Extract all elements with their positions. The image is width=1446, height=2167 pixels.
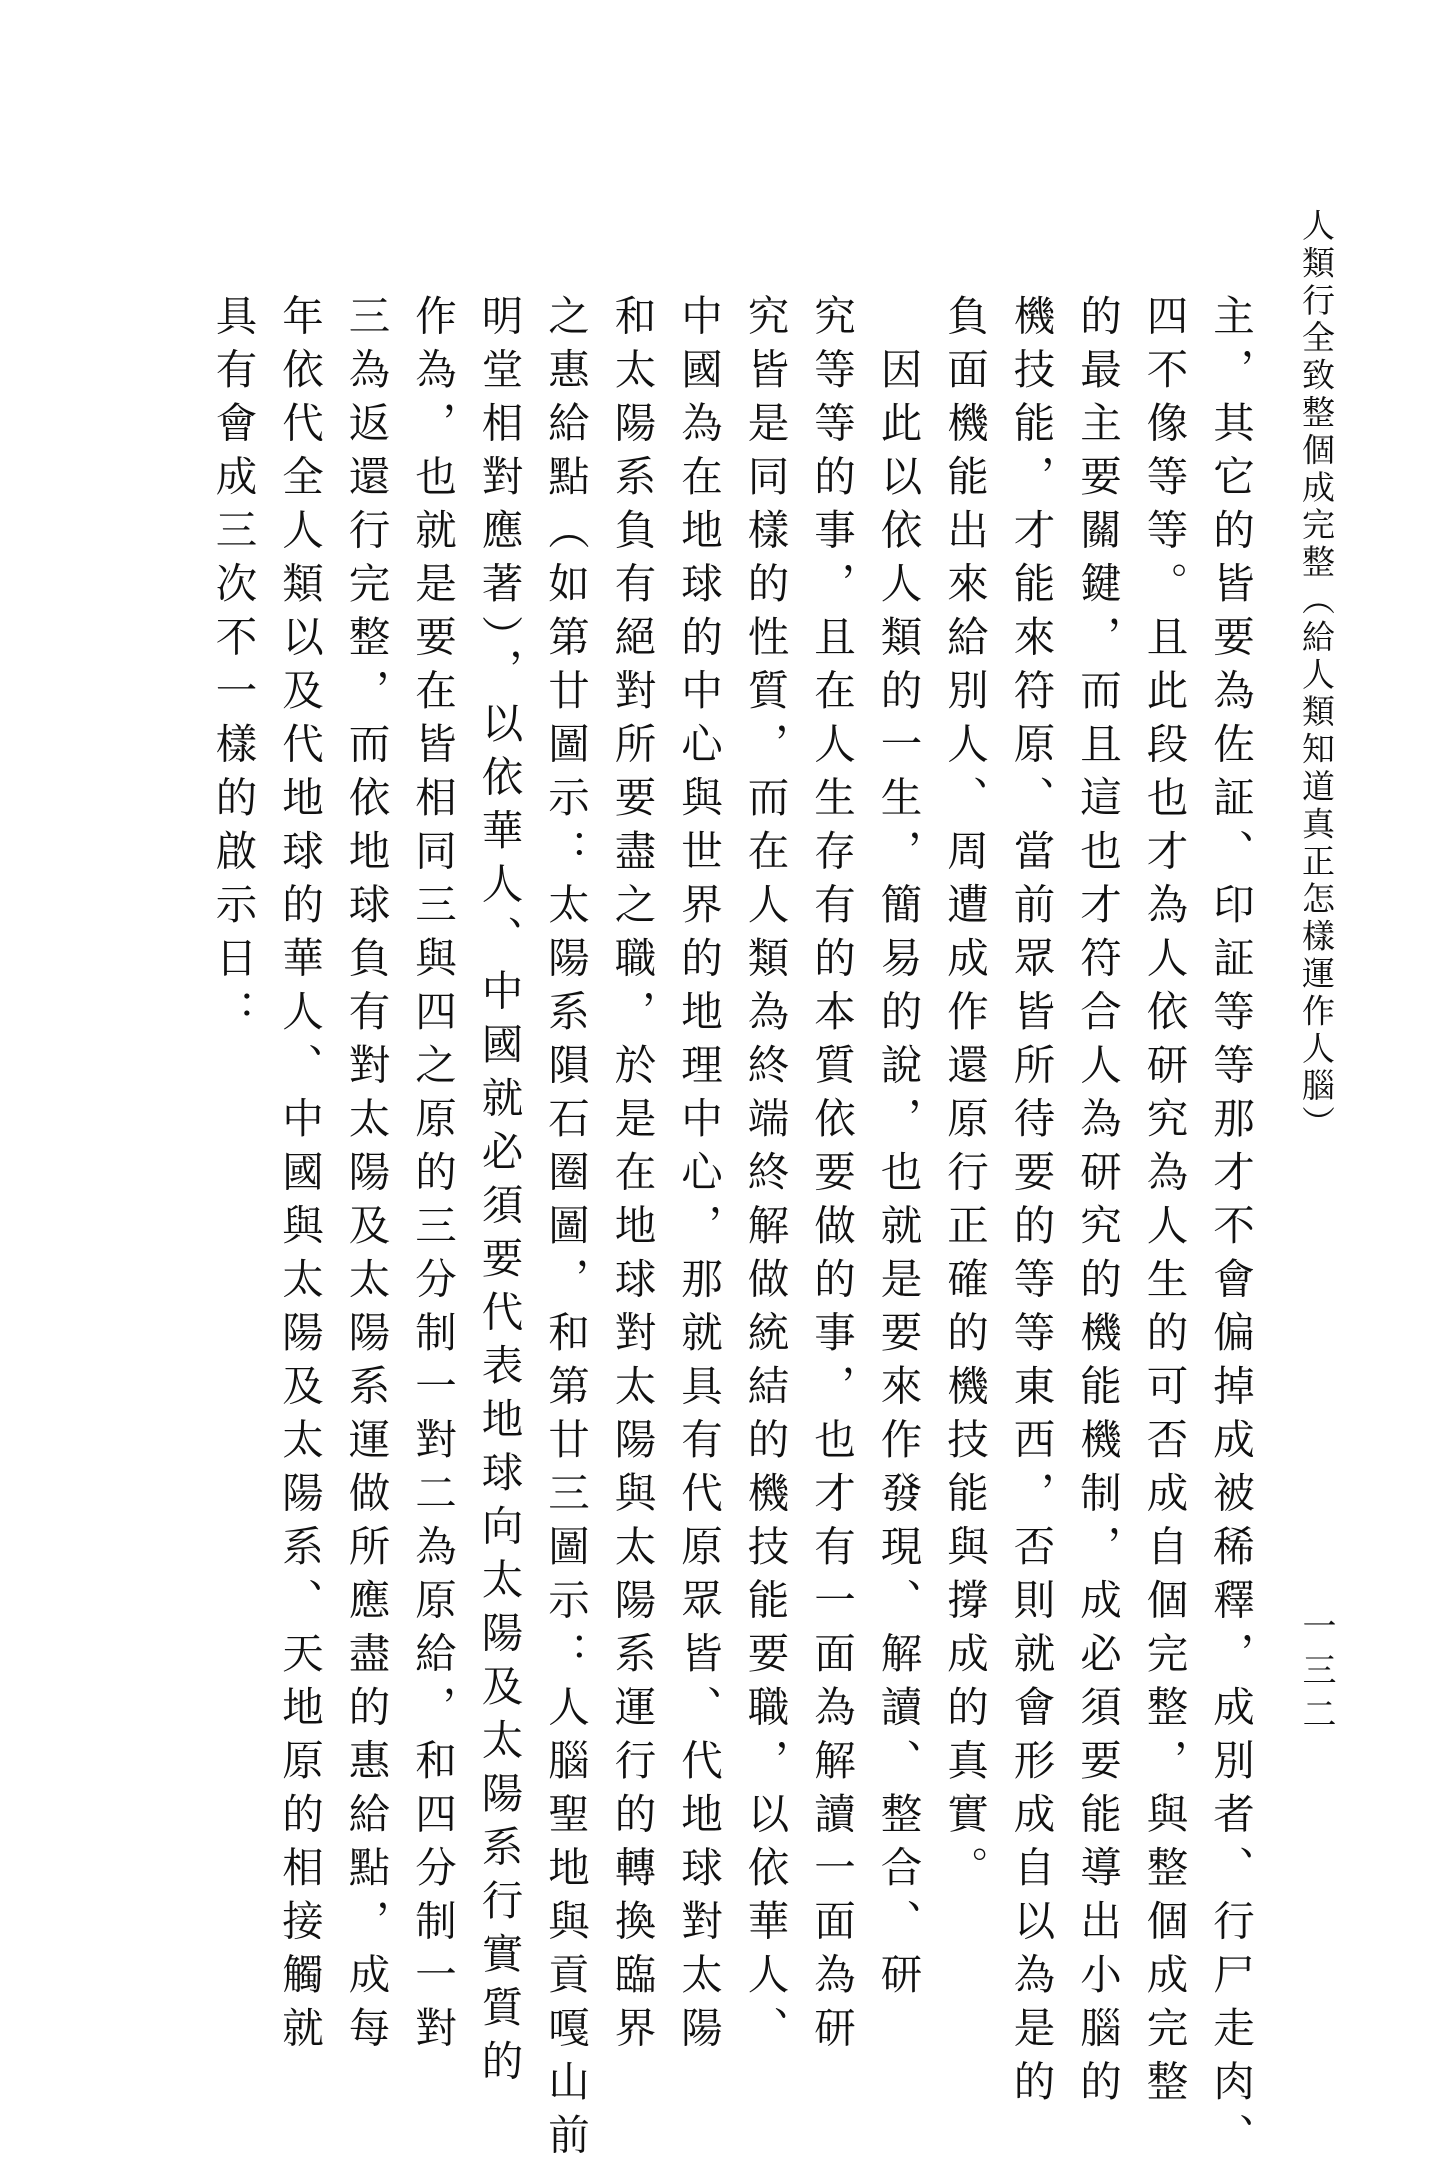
text-column: 明堂相對應著），以依華人、中國就必須要代表地球向太陽及太陽系行實質的	[474, 294, 524, 2093]
text-column: 究皆是同樣的性質，而在人類為終端終解做統結的機技能要職，以依華人、	[740, 294, 790, 2060]
page-number: 一三二	[1296, 1608, 1336, 1740]
paragraph-1	[931, 294, 1264, 2167]
body-text	[199, 294, 1263, 2167]
text-column: 負面機能出來給別人、周遭成作還原行正確的機技能與撐成的真實。	[940, 294, 989, 1899]
text-column: 和太陽系負有絕對所要盡之職，於是在地球對太陽與太陽系運行的轉換臨界	[607, 294, 657, 2060]
paragraph-2	[199, 294, 931, 2167]
text-column: 年依代全人類以及代地球的華人、中國與太陽及太陽系、天地原的相接觸就	[275, 294, 324, 2060]
text-column: 主，其它的皆要為佐証、印証等等那才不會偏掉成被稀釋，成別者、行尸走肉、	[1206, 294, 1255, 2167]
text-column: 之惠給點（如第廿圖示：太陽系隕石圈圖，和第廿三圖示：人腦聖地與貢嘎山前	[541, 294, 590, 2167]
text-column: 究等等的事，且在人生存有的本質依要做的事，也才有一面為解讀一面為研	[807, 294, 856, 2060]
text-column: 作為，也就是要在皆相同三與四之原的三分制一對二為原給，和四分制一對	[408, 294, 457, 2060]
text-column: 中國為在地球的中心與世界的地理中心，那就具有代原眾皆、代地球對太陽	[674, 294, 723, 2060]
running-title: 人類行全致整個成完整（給人類知道真正怎樣運作人腦）	[1297, 208, 1336, 1143]
text-column: 三為返還行完整，而依地球負有對太陽及太陽系運做所應盡的惠給點，成每	[341, 294, 391, 2060]
text-column: 四不像等等。且此段也才為人依研究為人生的可否成自個完整，與整個成完整	[1139, 294, 1189, 2113]
text-column: 因此以依人類的一生，簡易的說，也就是要來作發現、解讀、整合、研	[873, 294, 923, 2006]
text-column: 機技能，才能來符原、當前眾皆所待要的等等東西，否則就會形成自以為是的	[1006, 294, 1056, 2113]
text-column: 具有會成三次不一樣的啟示日：	[208, 294, 258, 1043]
text-column: 的最主要關鍵，而且這也才符合人為研究的機能機制，成必須要能導出小腦的	[1073, 294, 1122, 2113]
